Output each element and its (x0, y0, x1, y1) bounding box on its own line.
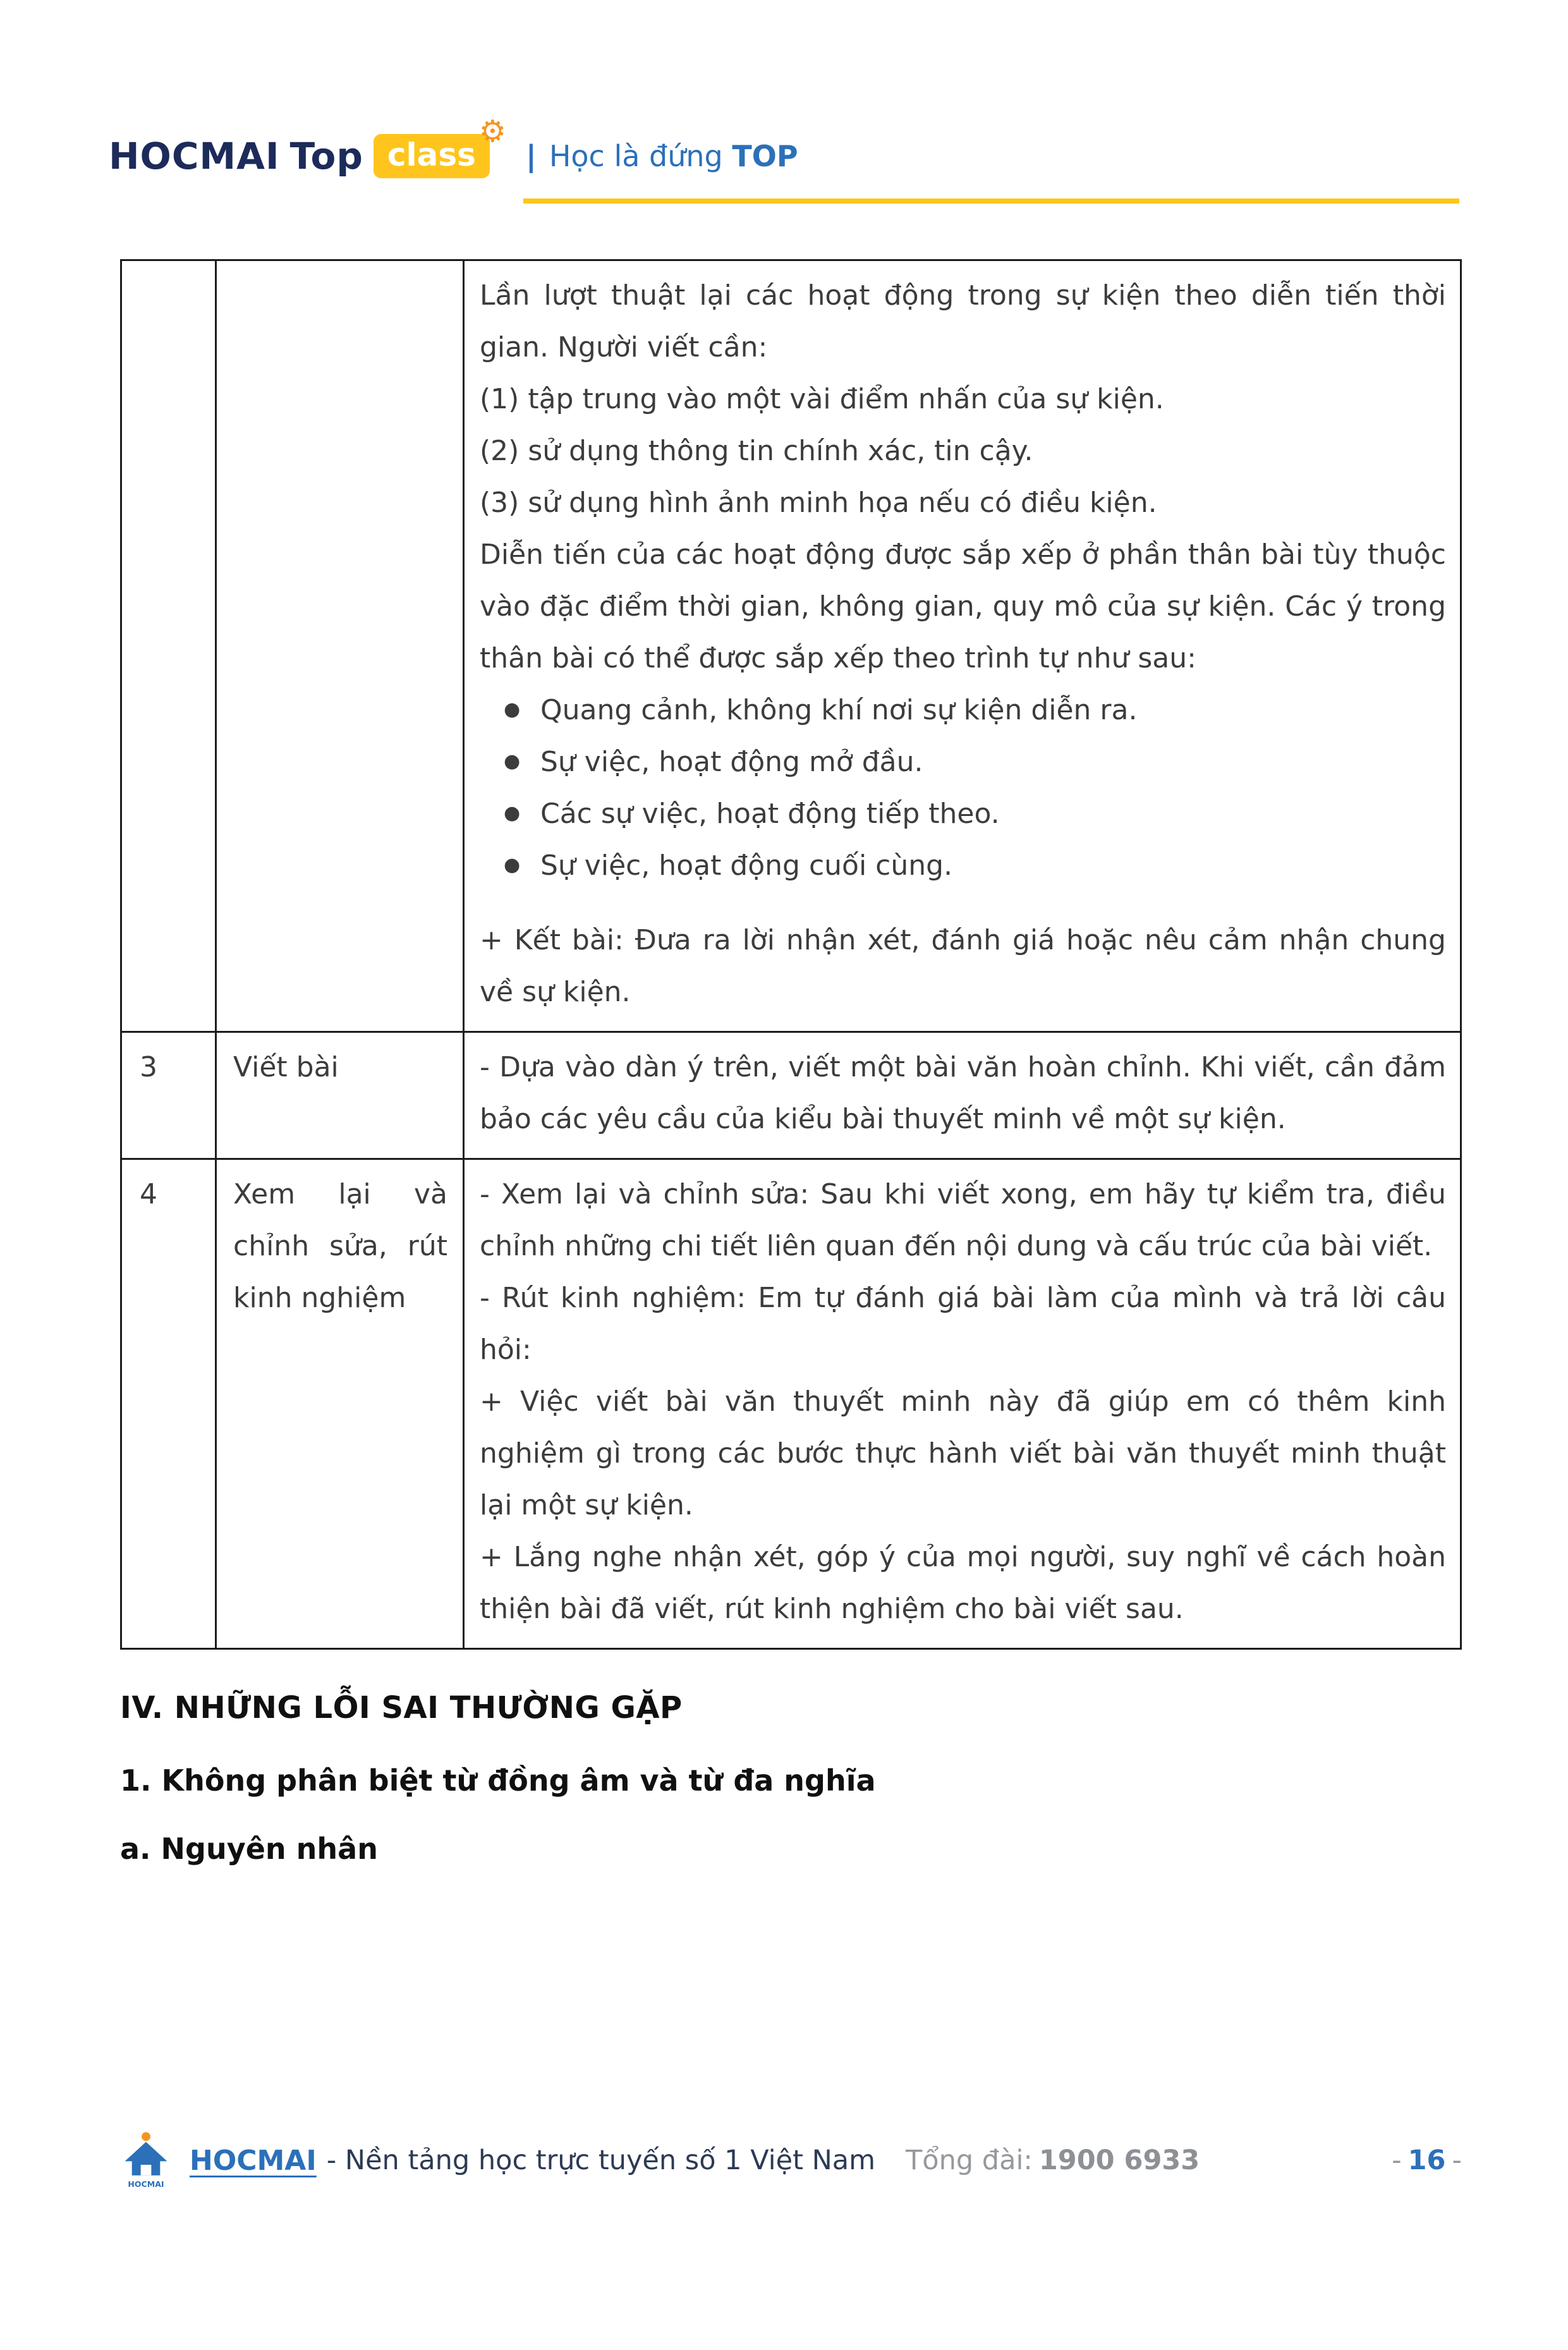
paragraph: + Kết bài: Đưa ra lời nhận xét, đánh giá hoặc nêu cảm nhận chung về sự kiện. (480, 924, 1446, 1008)
page-number-value: 16 (1407, 2145, 1446, 2176)
paragraph: Lần lượt thuật lại các hoạt động trong sự kiện theo diễn tiến thời gian. Người viết cần: (480, 279, 1446, 363)
logo-class-badge (374, 114, 506, 178)
svg-text:HOCMAI: HOCMAI (128, 2179, 164, 2189)
tagline-bold: TOP (732, 139, 798, 173)
bullet-item: ● Sự việc, hoạt động mở đầu. (480, 736, 1446, 788)
row-number-cell: 4 (121, 1159, 216, 1649)
document-page (0, 114, 1568, 2189)
row-number-cell: 3 (121, 1032, 216, 1159)
header-tagline-block (523, 133, 1459, 204)
footer-description: - Nền tảng học trực tuyến số 1 Việt Nam (326, 2145, 876, 2176)
logo-text-class: class (387, 137, 476, 173)
hotline-number: 1900 6933 (1038, 2145, 1200, 2176)
gear-icon: ⚙ (478, 114, 506, 149)
page-number-open: - (1392, 2145, 1402, 2176)
paragraph: + Lắng nghe nhận xét, góp ý của mọi người, suy nghĩ về cách hoàn thiện bài đã viết, rút kinh nghiệm cho bài viết sau. (480, 1541, 1446, 1625)
hocmai-topclass-logo (109, 114, 523, 178)
paragraph: (2) sử dụng thông tin chính xác, tin cậy. (480, 435, 1033, 467)
row-number-cell (121, 260, 216, 1032)
step-cell (216, 260, 464, 1032)
tagline-text: Học là đứng (549, 139, 723, 173)
page-number (1392, 2145, 1462, 2176)
footer-brand: HOCMAI (190, 2144, 317, 2177)
bullet-item: ● Các sự việc, hoạt động tiếp theo. (480, 788, 1446, 840)
content-table (120, 259, 1462, 1650)
paragraph: (3) sử dụng hình ảnh minh họa nếu có điều kiện. (480, 487, 1157, 519)
detail-cell (464, 260, 1461, 1032)
paragraph: - Xem lại và chỉnh sửa: Sau khi viết xong, em hãy tự kiểm tra, điều chỉnh những chi tiết liên quan đến nội dung và cấu trúc của bài viết. (480, 1178, 1446, 1262)
step-cell: Viết bài (216, 1032, 464, 1159)
paragraph: + Việc viết bài văn thuyết minh này đã giúp em có thêm kinh nghiệm gì trong các bước thực hành viết bài văn thuyết minh thuật lại một sự kiện. (480, 1385, 1446, 1521)
paragraph: (1) tập trung vào một vài điểm nhấn của sự kiện. (480, 383, 1164, 415)
hotline-label: Tổng đài: (906, 2145, 1033, 2176)
tagline-bar: | (526, 139, 537, 173)
page-footer (119, 2131, 1462, 2189)
bullet-item: ● Quang cảnh, không khí nơi sự kiện diễn ra. (480, 685, 1446, 736)
page-header (109, 114, 1459, 204)
step-cell: Xem lại và chỉnh sửa, rút kinh nghiệm (216, 1159, 464, 1649)
footer-hotline (906, 2145, 1200, 2176)
tagline (526, 139, 1459, 173)
detail-cell (464, 1032, 1461, 1159)
detail-cell (464, 1159, 1461, 1649)
table-row-continuation (121, 260, 1461, 1032)
hocmai-logo-icon (119, 2131, 173, 2189)
logo-text-top: Top (289, 135, 363, 178)
bullet-item: ● Sự việc, hoạt động cuối cùng. (480, 840, 1446, 892)
paragraph: - Rút kinh nghiệm: Em tự đánh giá bài làm của mình và trả lời câu hỏi: (480, 1282, 1446, 1366)
table-row (121, 1159, 1461, 1649)
page-number-close: - (1452, 2145, 1462, 2176)
section-heading-iv: IV. NHỮNG LỖI SAI THƯỜNG GẶP (120, 1690, 683, 1726)
table-row (121, 1032, 1461, 1159)
logo-text-hocmai: HOCMAI (109, 135, 280, 178)
bullet-list (480, 685, 1446, 892)
section-heading-1: 1. Không phân biệt từ đồng âm và từ đa nghĩa (120, 1763, 876, 1798)
section-heading-a: a. Nguyên nhân (120, 1832, 378, 1866)
paragraph: Diễn tiến của các hoạt động được sắp xếp ở phần thân bài tùy thuộc vào đặc điểm thời gian, không gian, quy mô của sự kiện. Các ý trong thân bài có thể được sắp xếp theo trình tự như sau: (480, 539, 1446, 674)
paragraph: - Dựa vào dàn ý trên, viết một bài văn hoàn chỉnh. Khi viết, cần đảm bảo các yêu cầu của kiểu bài thuyết minh về một sự kiện. (480, 1051, 1446, 1135)
